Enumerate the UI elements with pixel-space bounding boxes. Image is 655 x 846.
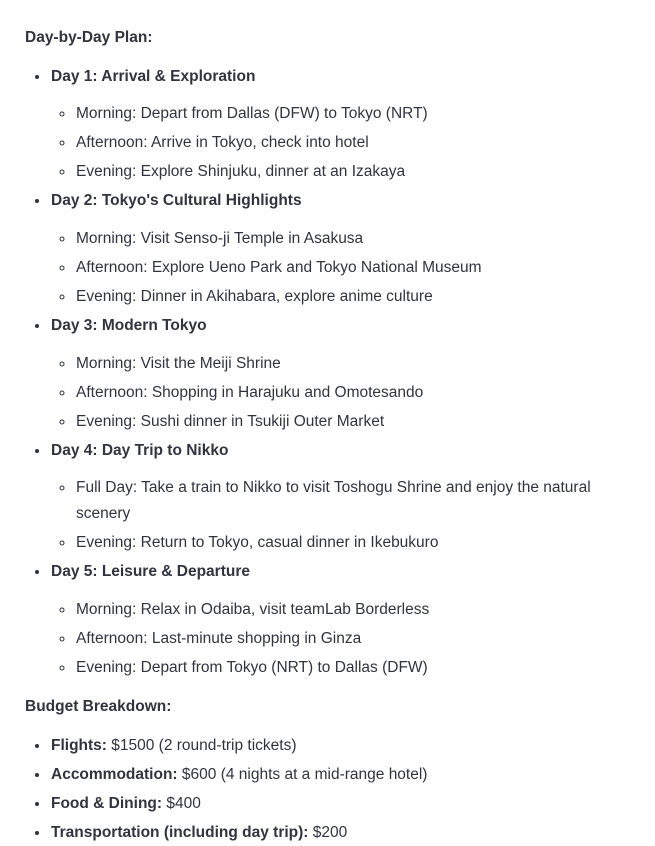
budget-label: Food & Dining: [51,795,163,812]
day-title-5: Day 5: Leisure & Departure [51,563,250,581]
activity-item: ◦ Evening: Explore Shinjuku, dinner at an Izakaya [75,159,630,185]
day-item-2 [50,188,630,309]
budget-value: $1500 (2 round-trip tickets) [106,736,297,754]
activity-item: ◦ Evening: Dinner in Akihabara, explore anime culture [75,284,630,310]
budget-value: $200 [308,824,348,842]
day-title-2: Day 2: Tokyo's Cultural Highlights [51,192,302,210]
plan-heading: Day-by-Day Plan: [25,29,153,46]
activity-item: ◦ Afternoon: Arrive in Tokyo, check into hotel [75,130,630,156]
day-title-4: Day 4: Day Trip to Nikko [51,441,229,459]
day-2-activities [51,226,630,310]
activity-item: ◦ Morning: Depart from Dallas (DFW) to Tokyo (NRT) [75,101,630,127]
budget-value: $400 [162,795,201,812]
budget-item-accommodation [50,762,630,788]
budget-item-transportation [50,820,630,846]
activity-item: ◦ Morning: Visit Senso-ji Temple in Asakusa [75,226,630,252]
activity-item: ◦ Evening: Sushi dinner in Tsukiji Outer Market [75,409,630,435]
activity-item: ◦ Evening: Return to Tokyo, casual dinner in Ikebukuro [75,530,630,556]
budget-heading: Budget Breakdown: [25,698,172,716]
day-item-5 [50,559,630,680]
day-5-activities [51,597,630,681]
budget-label: Accommodation: [51,765,178,783]
day-title-3: Day 3: Modern Tokyo [51,317,207,335]
budget-item-flights [50,733,630,759]
budget-label: Flights: [51,736,107,754]
activity-item: ◦ Afternoon: Last-minute shopping in Ginza [75,626,630,652]
day-title-1: Day 1: Arrival & Exploration [51,67,256,85]
activity-item: ◦ Morning: Visit the Meiji Shrine [75,351,630,377]
day-item-4 [50,438,630,556]
activity-item: ◦ Full Day: Take a train to Nikko to visit Toshogu Shrine and enjoy the natural scenery [75,475,630,526]
budget-item-food [50,791,630,817]
budget-value: $600 (4 nights at a mid-range hotel) [177,765,428,783]
activity-item: ◦ Morning: Relax in Odaiba, visit teamLab Borderless [75,597,630,623]
day-item-1 [50,64,630,185]
day-1-activities [51,101,630,185]
day-4-activities [51,475,630,555]
budget-list [25,733,630,846]
activity-item: ◦ Afternoon: Explore Ueno Park and Tokyo National Museum [75,255,630,281]
activity-item: ◦ Evening: Depart from Tokyo (NRT) to Dallas (DFW) [75,655,630,681]
day-3-activities [51,351,630,435]
day-plan-list [25,64,630,681]
activity-item: ◦ Afternoon: Shopping in Harajuku and Omotesando [75,380,630,406]
budget-label: Transportation (including day trip): [51,824,309,842]
day-item-3 [50,313,630,434]
